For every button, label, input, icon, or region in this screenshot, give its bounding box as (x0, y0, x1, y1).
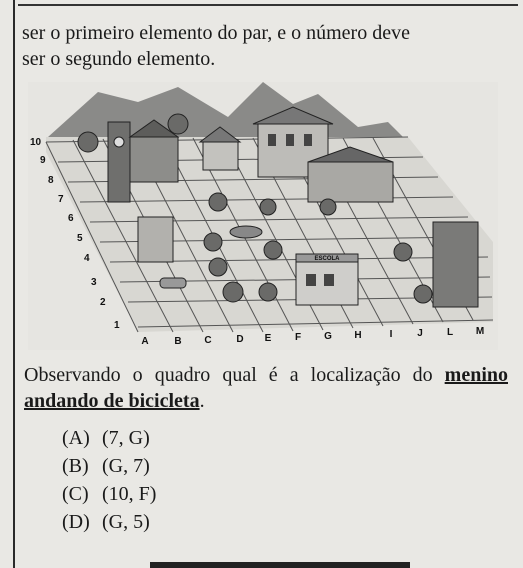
intro-line-2: ser o segundo elemento. (22, 48, 216, 70)
row-label: 5 (77, 233, 83, 244)
row-label: 8 (48, 175, 54, 186)
page-top-rule (18, 4, 518, 6)
column-label: G (324, 331, 332, 342)
option-value: (7, G) (102, 427, 150, 449)
school-building (296, 254, 358, 305)
answer-options (62, 424, 156, 536)
column-label: A (141, 336, 149, 347)
question-end: . (199, 390, 205, 412)
city-grid-illustration (28, 82, 498, 350)
car (160, 278, 186, 288)
option-value: (G, 7) (102, 455, 150, 477)
row-label: 4 (84, 253, 90, 264)
column-label: F (294, 332, 302, 343)
row-label: 10 (30, 137, 42, 148)
column-label: C (204, 335, 212, 346)
row-label: 2 (100, 297, 106, 308)
row-label: 7 (58, 194, 64, 205)
row-label: 3 (91, 277, 97, 288)
option-b[interactable] (62, 452, 156, 480)
row-label: 9 (40, 155, 46, 166)
row-label: 6 (68, 213, 74, 224)
option-letter: (D) (62, 511, 90, 533)
question-emphasis: menino andando de bicicleta (24, 364, 508, 412)
column-label: B (174, 336, 182, 347)
question-text (24, 362, 508, 414)
row-label: 1 (114, 320, 120, 331)
option-d[interactable] (62, 508, 156, 536)
bottom-bar (150, 562, 410, 568)
option-letter: (A) (62, 427, 90, 449)
option-letter: (C) (62, 483, 89, 505)
column-label: I (389, 329, 393, 340)
column-label: M (475, 326, 485, 337)
question-lead: Observando o quadro qual é a localização do (24, 364, 445, 386)
intro-line-1: ser o primeiro elemento do par, e o número deve (22, 22, 410, 44)
fountain (230, 226, 262, 238)
page-left-border (13, 0, 15, 568)
option-a[interactable] (62, 424, 156, 452)
column-label: L (446, 327, 454, 338)
option-letter: (B) (62, 455, 89, 477)
intro-paragraph (22, 20, 512, 72)
option-c[interactable] (62, 480, 156, 508)
option-value: (G, 5) (102, 511, 150, 533)
column-label: D (236, 334, 244, 345)
option-value: (10, F) (102, 483, 157, 505)
house-left (138, 217, 173, 262)
column-label: E (264, 333, 272, 344)
castle-tower (433, 222, 478, 307)
school-sign: ESCOLA (314, 256, 340, 262)
column-label: H (354, 330, 362, 341)
column-label: J (417, 328, 423, 339)
